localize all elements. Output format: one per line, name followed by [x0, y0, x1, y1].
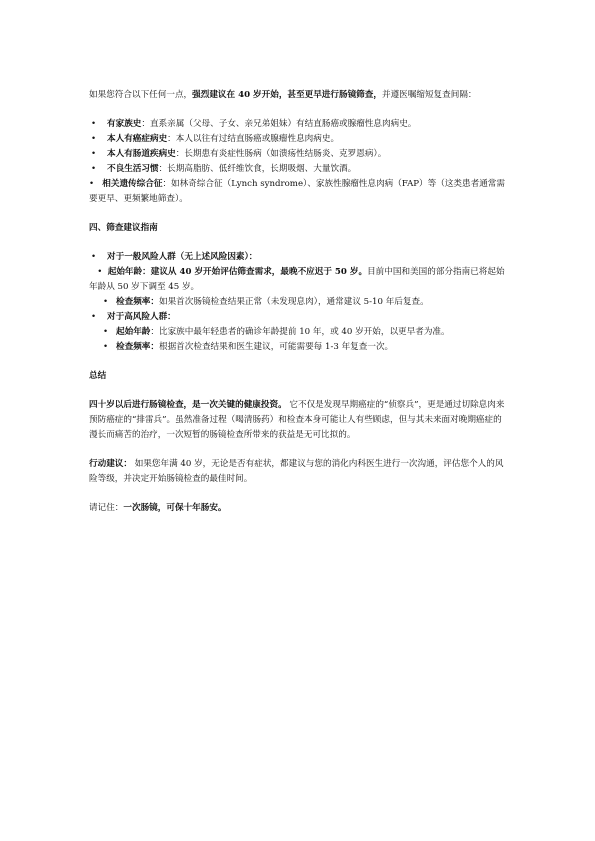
- item-label: 检查频率：: [116, 297, 159, 307]
- summary-text: 它不仅是发现早期癌症的“侦察兵”，更是通过切除息肉来预防癌症的“排雷兵”。虽然准备过程（喝清肠药）和检查本身可能让人有些顾虑，但与其未来面对晚期癌症的漫长而痛苦的治疗，一次短暂的肠镜检查所带来的获益是无可比拟的。: [89, 400, 505, 440]
- item-emphasis: 建议从 40 岁开始评估筛查需求，最晚不应迟于 50 岁。: [150, 267, 368, 277]
- intro-emphasis: 强烈建议在 40 岁开始，甚至更早进行肠镜筛查，: [192, 90, 382, 100]
- bullet-icon: •: [91, 119, 97, 129]
- item-text: 目前中国和美国的部分指南已将起始年龄从 50 岁下调至 45 岁。: [89, 267, 505, 292]
- item-text: 根据首次检查结果和医生建议，可能需要每 1-3 年复查一次。: [158, 342, 394, 352]
- risk-text: ：长期高脂肪、低纤维饮食，长期吸烟、大量饮酒。: [158, 164, 357, 174]
- item-text: ：比家族中最年轻患者的确诊年龄提前 10 年，或 40 岁开始，以更早者为准。: [150, 327, 450, 337]
- summary-paragraph: [89, 398, 509, 443]
- summary-heading: 总结: [89, 371, 107, 381]
- risk-text: ：长期患有炎症性肠病（如溃疡性结肠炎、克罗恩病）。: [175, 149, 387, 159]
- bullet-icon: •: [91, 252, 97, 262]
- bullet-icon: •: [103, 327, 109, 337]
- risk-factor-list: [89, 117, 509, 207]
- bullet-icon: •: [91, 164, 97, 174]
- list-item: [89, 177, 509, 207]
- group-title: 对于一般风险人群（无上述风险因素）：: [107, 252, 258, 262]
- closing-line: [89, 501, 509, 516]
- intro-paragraph: [89, 88, 509, 103]
- action-label: 行动建议：: [89, 459, 132, 469]
- risk-title: 不良生活习惯: [107, 164, 159, 174]
- list-item: [89, 132, 509, 147]
- bullet-icon: •: [89, 179, 103, 189]
- closing-text: 请记住：: [89, 503, 124, 513]
- document-content: [89, 88, 509, 516]
- risk-text: ：本人以往有过结直肠癌或腺瘤性息肉病史。: [167, 134, 340, 144]
- section-heading: 四、筛查建议指南: [89, 223, 158, 233]
- list-item: [89, 295, 509, 310]
- risk-text: ：如林奇综合征（Lynch syndrome）、家族性腺瘤性息肉病（FAP）等（这类患者通常需要更早、更频繁地筛查）。: [89, 179, 505, 204]
- item-text: 如果首次肠镜检查结果正常（未发现息肉），通常建议 5-10 年后复查。: [158, 297, 429, 307]
- list-item: [89, 265, 509, 295]
- risk-title: 本人有肠道疾病史: [107, 149, 176, 159]
- item-label: 起始年龄: [116, 327, 151, 337]
- action-paragraph: [89, 457, 509, 487]
- bullet-icon: •: [91, 149, 97, 159]
- list-item: [89, 162, 509, 177]
- bullet-icon: •: [89, 267, 108, 277]
- risk-text: ：直系亲属（父母、子女、亲兄弟姐妹）有结直肠癌或腺瘤性息肉病史。: [141, 119, 417, 129]
- summary-emphasis: 四十岁以后进行肠镜检查，是一次关键的健康投资。: [89, 400, 287, 410]
- screening-guide-list: [89, 250, 509, 355]
- bullet-icon: •: [103, 297, 109, 307]
- intro-text-1: 如果您符合以下任何一点，: [89, 90, 193, 100]
- item-label: 检查频率：: [116, 342, 159, 352]
- bullet-icon: •: [91, 134, 97, 144]
- closing-emphasis: 一次肠镜，可保十年肠安。: [123, 503, 227, 513]
- risk-title: 相关遗传综合征: [102, 179, 163, 189]
- list-item: [89, 250, 509, 265]
- group-title: 对于高风险人群：: [107, 312, 176, 322]
- risk-title: 本人有癌症病史: [107, 134, 168, 144]
- list-item: [89, 310, 509, 325]
- bullet-icon: •: [91, 312, 97, 322]
- risk-title: 有家族史: [107, 119, 142, 129]
- list-item: [89, 325, 509, 340]
- bullet-icon: •: [103, 342, 109, 352]
- intro-text-2: 并遵医嘱缩短复查间隔：: [381, 90, 477, 100]
- item-label: 起始年龄：: [107, 267, 151, 277]
- list-item: [89, 340, 509, 355]
- list-item: [89, 147, 509, 162]
- list-item: [89, 117, 509, 132]
- action-text: 如果您年满 40 岁，无论是否有症状，都建议与您的消化内科医生进行一次沟通，评估您个人的风险等级，并决定开始肠镜检查的最佳时间。: [89, 459, 504, 484]
